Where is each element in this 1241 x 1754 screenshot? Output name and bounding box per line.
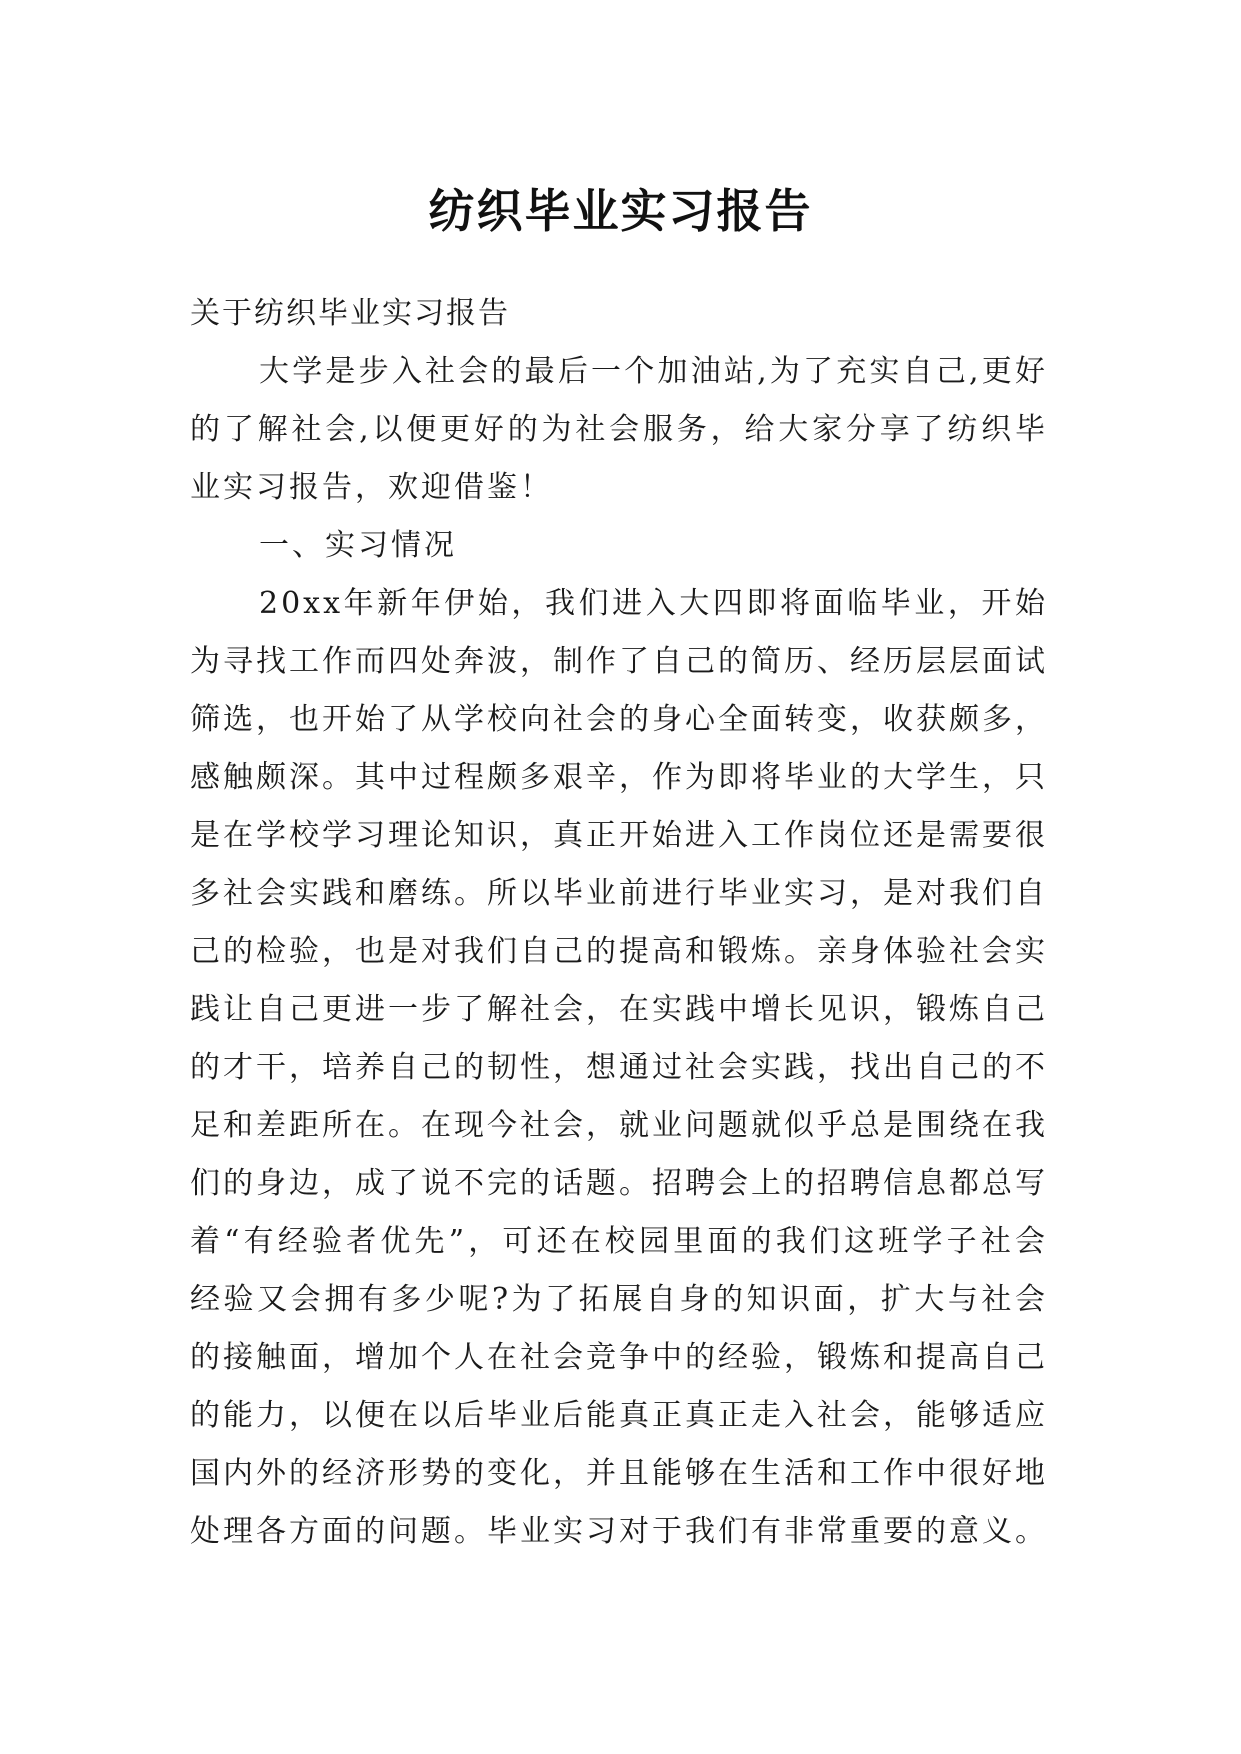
document-body bbox=[190, 285, 1048, 1561]
section-heading: 一、实习情况 bbox=[259, 528, 457, 563]
document-subtitle: 关于纺织毕业实习报告 bbox=[190, 296, 510, 331]
intro-paragraph: 大学是步入社会的最后一个加油站,为了充实自己,更好的了解社会,以便更好的为社会服务，给大家分享了纺织毕业实习报告，欢迎借鉴！ bbox=[190, 354, 1048, 505]
document-title: 纺织毕业实习报告 bbox=[428, 183, 813, 238]
body-paragraph: 20xx年新年伊始，我们进入大四即将面临毕业，开始为寻找工作而四处奔波，制作了自己的简历、经历层层面试筛选，也开始了从学校向社会的身心全面转变，收获颇多，感触颇深。其中过程颇多艰辛，作为即将毕业的大学生，只是在学校学习理论知识，真正开始进入工作岗位还是需要很多社会实践和磨练。所以毕业前进行毕业实习，是对我们自己的检验，也是对我们自己的提高和锻炼。亲身体验社会实践让自己更进一步了解社会，在实践中增长见识，锻炼自己的才干，培养自己的韧性，想通过社会实践，找出自己的不足和差距所在。在现今社会，就业问题就似乎总是围绕在我们的身边，成了说不完的话题。招聘会上的招聘信息都总写着“有经验者优先”，可还在校园里面的我们这班学子社会经验又会拥有多少呢?为了拓展自身的知识面，扩大与社会的接触面，增加个人在社会竞争中的经验，锻炼和提高自己的能力，以便在以后毕业后能真正真正走入社会，能够适应国内外的经济形势的变化，并且能够在生活和工作中很好地处理各方面的问题。毕业实习对于我们有非常重要的意义。 bbox=[190, 586, 1048, 1549]
